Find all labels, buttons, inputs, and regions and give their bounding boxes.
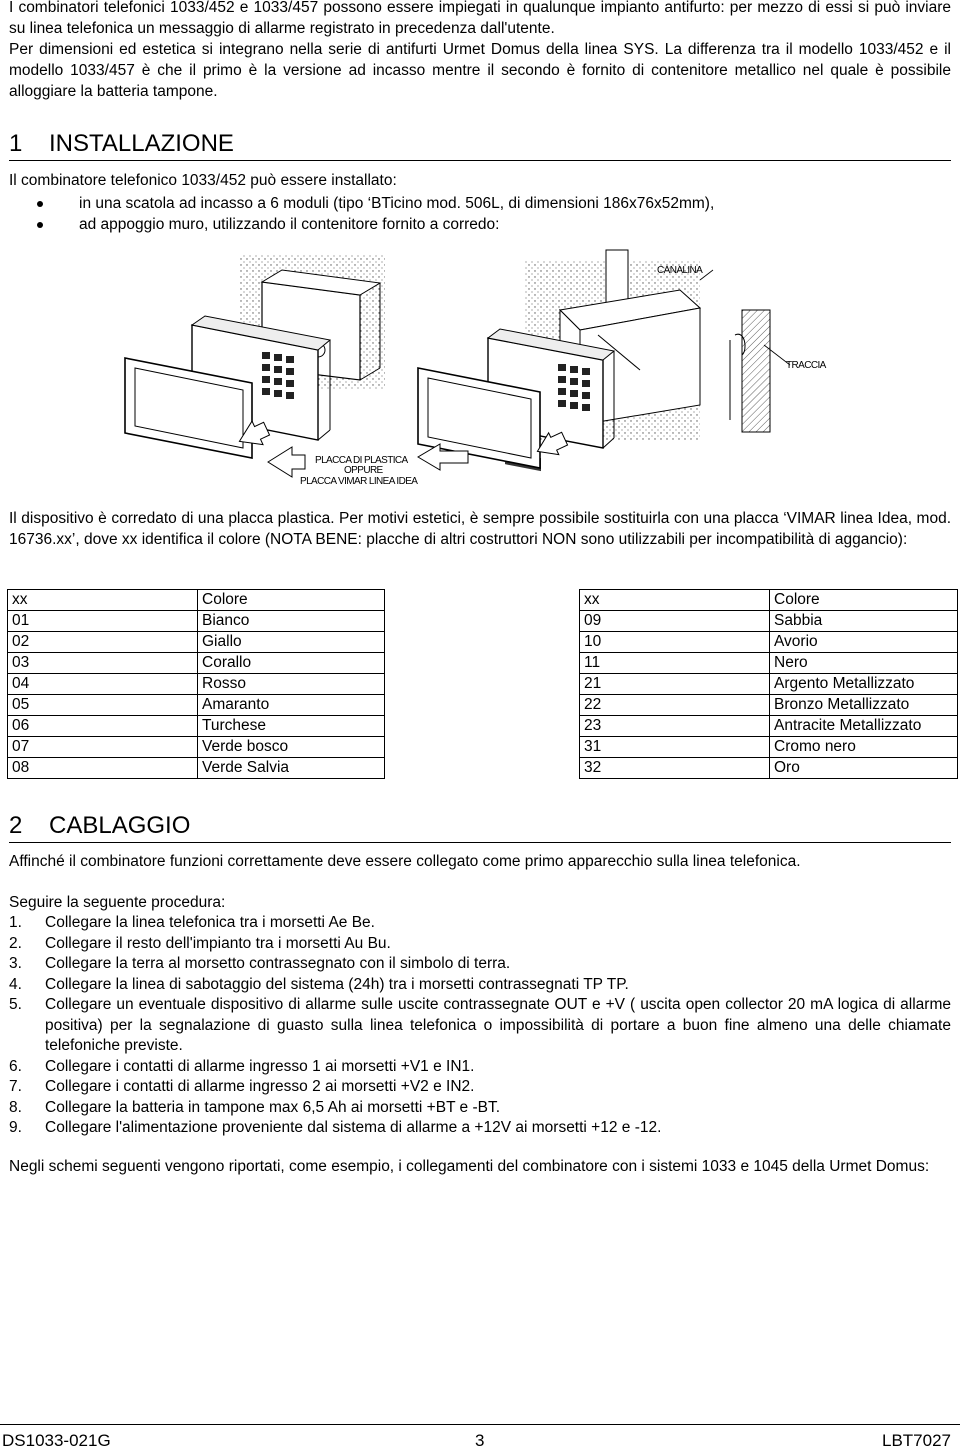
color-name-cell: Cromo nero [770,737,958,758]
color-row [580,695,958,716]
section-1-heading [9,130,234,158]
color-row [8,674,385,695]
step-number: 3. [9,955,22,972]
color-code-cell: 09 [580,611,770,632]
color-row [8,632,385,653]
color-code-cell: 08 [8,758,198,779]
color-row [8,758,385,779]
section-2-heading [9,812,190,840]
color-row [8,695,385,716]
step-number: 2. [9,934,22,952]
installation-option: ad appoggio muro, utilizzando il contenitore fornito a corredo: [9,214,714,235]
color-code-cell: 23 [580,716,770,737]
step-text: Collegare i contatti di allarme ingresso 2 ai morsetti +V2 e IN2. [45,1078,475,1095]
color-name-cell: Oro [770,758,958,779]
color-table-right [579,589,958,779]
color-name-cell: Turchese [198,716,385,737]
color-code-cell: 32 [580,758,770,779]
color-name-cell: Corallo [198,653,385,674]
color-row [8,590,385,611]
step-number: 6. [9,1057,22,1075]
color-name-cell: Antracite Metallizzato [770,716,958,737]
color-code-cell: 01 [8,611,198,632]
intro-paragraph-1: I combinatori telefonici 1033/452 e 1033/457 possono essere impiegati in qualunque impianto antifurto: per mezzo di essi si può inviare su linea telefonica un messaggio di allarme registrato in precedenza dall'utente. [9,0,951,37]
color-row [8,716,385,737]
wiring-step [9,1057,951,1078]
section-1-lead: Il combinatore telefonico 1033/452 può essere installato: [9,172,397,189]
color-row [580,674,958,695]
wiring-step [9,1098,951,1119]
flush-box-assembly [125,255,385,477]
step-number: 8. [9,1098,22,1116]
step-text: Collegare la batteria in tampone max 6,5 Ah ai morsetti +BT e -BT. [45,1098,501,1116]
color-row [580,716,958,737]
traccia-label: TRACCIA [786,360,826,371]
step-text: Collegare l'alimentazione proveniente dal sistema di allarme a +12V ai morsetti +12 e -12. [45,1119,662,1136]
step-text: Collegare la terra al morsetto contrassegnato con il simbolo di terra. [45,955,511,972]
step-text: Collegare la linea di sabotaggio del sistema (24h) tra i morsetti contrassegnati TP TP. [45,975,629,993]
color-code-cell: 21 [580,674,770,695]
wiring-step [9,1118,951,1139]
color-row [580,758,958,779]
color-row [580,632,958,653]
color-row [8,653,385,674]
color-name-cell: Rosso [198,674,385,695]
color-name-cell: Argento Metallizzato [770,674,958,695]
color-code-cell: xx [580,590,770,611]
color-row [8,611,385,632]
section-2-number: 2 [9,812,23,839]
color-row [580,611,958,632]
color-name-cell: Bianco [198,611,385,632]
section-1-number: 1 [9,130,23,157]
color-code-cell: 05 [8,695,198,716]
step-number: 1. [9,914,22,931]
color-code-cell: xx [8,590,198,611]
step-text: Collegare la linea telefonica tra i morsetti Ae Be. [45,914,375,931]
step-number: 5. [9,996,22,1013]
color-name-cell: Colore [198,590,385,611]
footer-rule [0,1424,960,1425]
installation-option: in una scatola ad incasso a 6 moduli (tipo ‘BTicino mod. 506L, di dimensioni 186x76x52mm), [9,193,714,214]
installation-illustration [0,240,960,495]
wiring-step [9,1077,951,1098]
color-row [580,590,958,611]
wiring-steps [9,913,951,1139]
canalina-label: CANALINA [657,265,703,276]
placca-label-line-3: PLACCA VIMAR LINEA IDEA [300,476,418,487]
color-code-cell: 02 [8,632,198,653]
color-table-left [7,589,385,779]
step-number: 4. [9,975,22,993]
surface-box-assembly [418,250,700,471]
color-code-cell: 06 [8,716,198,737]
wiring-step [9,913,951,934]
footer-ref-code: LBT7027 [882,1431,951,1450]
color-code-cell: 11 [580,653,770,674]
plate-paragraph: Il dispositivo è corredato di una placca plastica. Per motivi estetici, è sempre possibile sostituirla con una placca ‘VIMAR linea Idea, mod. 16736.xx’, dove xx identifica il colore (NOTA BENE: placche di altri costruttori NON sono utilizzabili per incompatibilità di aggancio): [9,510,951,548]
wall-section [700,270,790,432]
section-2-rule [9,842,951,843]
wiring-step [9,934,951,955]
step-number: 7. [9,1078,22,1095]
page-number: 3 [475,1431,485,1450]
color-code-cell: 03 [8,653,198,674]
color-name-cell: Avorio [770,632,958,653]
color-name-cell: Amaranto [198,695,385,716]
color-name-cell: Verde Salvia [198,758,385,779]
step-text: Collegare i contatti di allarme ingresso 1 ai morsetti +V1 e IN1. [45,1057,475,1075]
color-name-cell: Colore [770,590,958,611]
wiring-step [9,995,951,1057]
wiring-step [9,975,951,996]
section-1-title: INSTALLAZIONE [49,130,234,157]
color-code-cell: 07 [8,737,198,758]
color-code-cell: 04 [8,674,198,695]
color-code-cell: 10 [580,632,770,653]
color-name-cell: Nero [770,653,958,674]
procedure-lead: Seguire la seguente procedura: [9,894,226,911]
step-text: Collegare un eventuale dispositivo di allarme sulle uscite contrassegnate OUT e +V ( uscita open collector 20 mA logica di allarme positiva) per la segnalazione di guasto sulla linea telefonica o impossibilità di portare a buon fine almeno una delle chiamate telefoniche previste. [45,996,951,1054]
section-2-title: CABLAGGIO [49,812,191,839]
color-row [8,737,385,758]
color-name-cell: Bronzo Metallizzato [770,695,958,716]
intro-paragraph-2: Per dimensioni ed estetica si integrano nella serie di antifurti Urmet Domus della linea SYS. La differenza tra il modello 1033/452 e il modello 1033/457 è che il primo è la versione ad incasso mentre il secondo è fornito di contenitore metallico nel quale è possibile alloggiare la batteria tampone. [9,41,951,100]
color-code-cell: 31 [580,737,770,758]
section-2-intro: Affinché il combinatore funzioni correttamente deve essere collegato come primo apparecchio sulla linea telefonica. [9,853,801,870]
placca-label-line-1: PLACCA DI PLASTICA [315,455,408,466]
installation-options-list [9,193,714,235]
color-row [580,737,958,758]
section-1-rule [9,160,951,161]
color-name-cell: Sabbia [770,611,958,632]
color-name-cell: Giallo [198,632,385,653]
wiring-step [9,954,951,975]
closing-paragraph: Negli schemi seguenti vengono riportati, come esempio, i collegamenti del combinatore con i sistemi 1033 e 1045 della Urmet Domus: [9,1158,930,1175]
footer-doc-code: DS1033-021G [2,1431,111,1450]
step-number: 9. [9,1119,22,1136]
step-text: Collegare il resto dell'impianto tra i morsetti Au Bu. [45,934,391,952]
placca-label-line-2: OPPURE [344,465,383,476]
color-row [580,653,958,674]
color-name-cell: Verde bosco [198,737,385,758]
color-code-cell: 22 [580,695,770,716]
